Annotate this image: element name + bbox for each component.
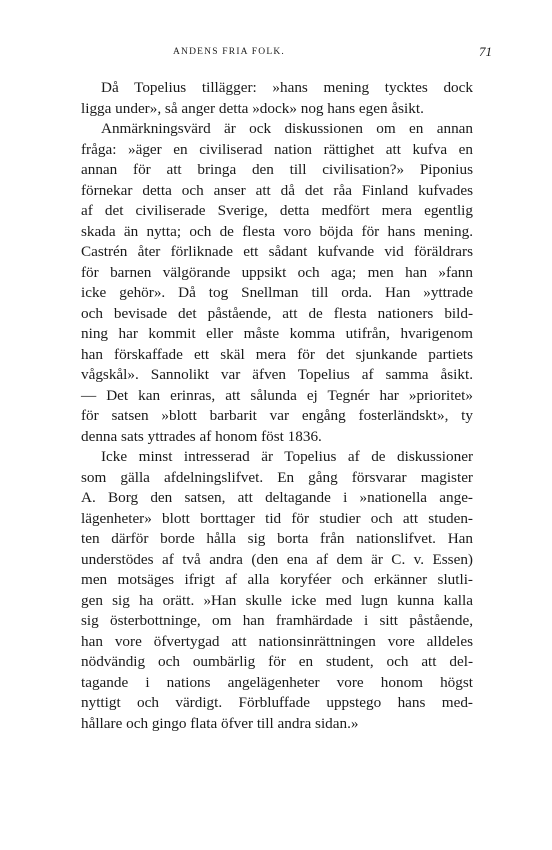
text-line: och bevisade det påstående, att de flesta nationers bild-: [81, 304, 473, 322]
text-line: annan för att bringa den till civilisation?» Piponius: [81, 161, 473, 178]
text-line: nödvändig och oumbärlig för en student, och att del-: [81, 653, 473, 670]
text-line: förnekar detta och anser att då det råa Finland kufvades: [81, 181, 473, 199]
text-line: understödes af två andra (den ena af dem är C. v. Essen): [81, 550, 473, 568]
running-title: ANDENS FRIA FOLK.: [173, 47, 285, 57]
text-line: lägenheter» blott borttager tid för studier och att studen-: [81, 509, 473, 527]
text-line: ten därför borde hålla sig borta från nationslifvet. Han: [81, 530, 473, 547]
text-line: han vore öfvertygad att nationsinrättningen vore alldeles: [81, 632, 473, 650]
text-line: fråga: »äger en civiliserad nation rättighet att kufva en: [81, 140, 473, 158]
text-line: Anmärkningsvärd är ock diskussionen om en annan: [101, 120, 473, 137]
text-line: men motsäges ifrigt af alla koryféer och erkänner slutli-: [81, 571, 473, 588]
text-line: hållare och gingo flata öfver till andra sidan.»: [81, 714, 359, 732]
text-line: — Det kan erinras, att sålunda ej Tegnér har »prioritet»: [81, 386, 473, 404]
text-line: af det civiliserade Sverige, detta medfört mera egentlig: [81, 202, 473, 219]
text-line: som gälla afdelningslifvet. En gång försvarar magister: [81, 468, 473, 486]
text-line: tagande i nations angelägenheter vore honom högst: [81, 673, 473, 691]
running-head: [0, 44, 552, 60]
text-line: sig österbottninge, om han framhärdade i sitt påstående,: [81, 612, 473, 629]
text-line: vågskål». Sannolikt var äfven Topelius af samma åsikt.: [81, 366, 473, 383]
text-line: A. Borg den satsen, att deltagande i »nationella ange-: [81, 489, 473, 506]
text-line: icke gehör». Då tog Snellman till orda. Han »yttrade: [81, 284, 473, 301]
text-line: ning har kommit eller måste komma utifrån, hvarigenom: [81, 325, 473, 342]
text-line: Castrén åter förliknade ett sådant kufvande vid föräldrars: [81, 243, 473, 260]
text-line: nyttigt och värdigt. Förbluffade uppstego hans med-: [81, 694, 473, 711]
text-line: Icke minst intresserad är Topelius af de diskussioner: [101, 448, 473, 465]
text-line: denna sats yttrades af honom föst 1836.: [81, 427, 322, 445]
text-line: för barnen välgörande uppsikt och aga; men han »fann: [81, 263, 473, 281]
text-line: han förskaffade ett skäl mera för det sjunkande partiets: [81, 345, 473, 363]
text-line: Då Topelius tillägger: »hans mening tycktes dock: [101, 79, 473, 96]
text-line: skada än nytta; och de flesta voro böjda för hans mening.: [81, 222, 473, 240]
body-text: [81, 78, 473, 734]
text-line: ligga under», så anger detta »dock» nog hans egen åsikt.: [81, 99, 424, 117]
page-number: 71: [479, 44, 492, 59]
text-line: gen sig ha orätt. »Han skulle icke med lugn kunna kalla: [81, 591, 473, 609]
text-line: för satsen »blott barbarit var engång fosterländskt», ty: [81, 407, 473, 424]
